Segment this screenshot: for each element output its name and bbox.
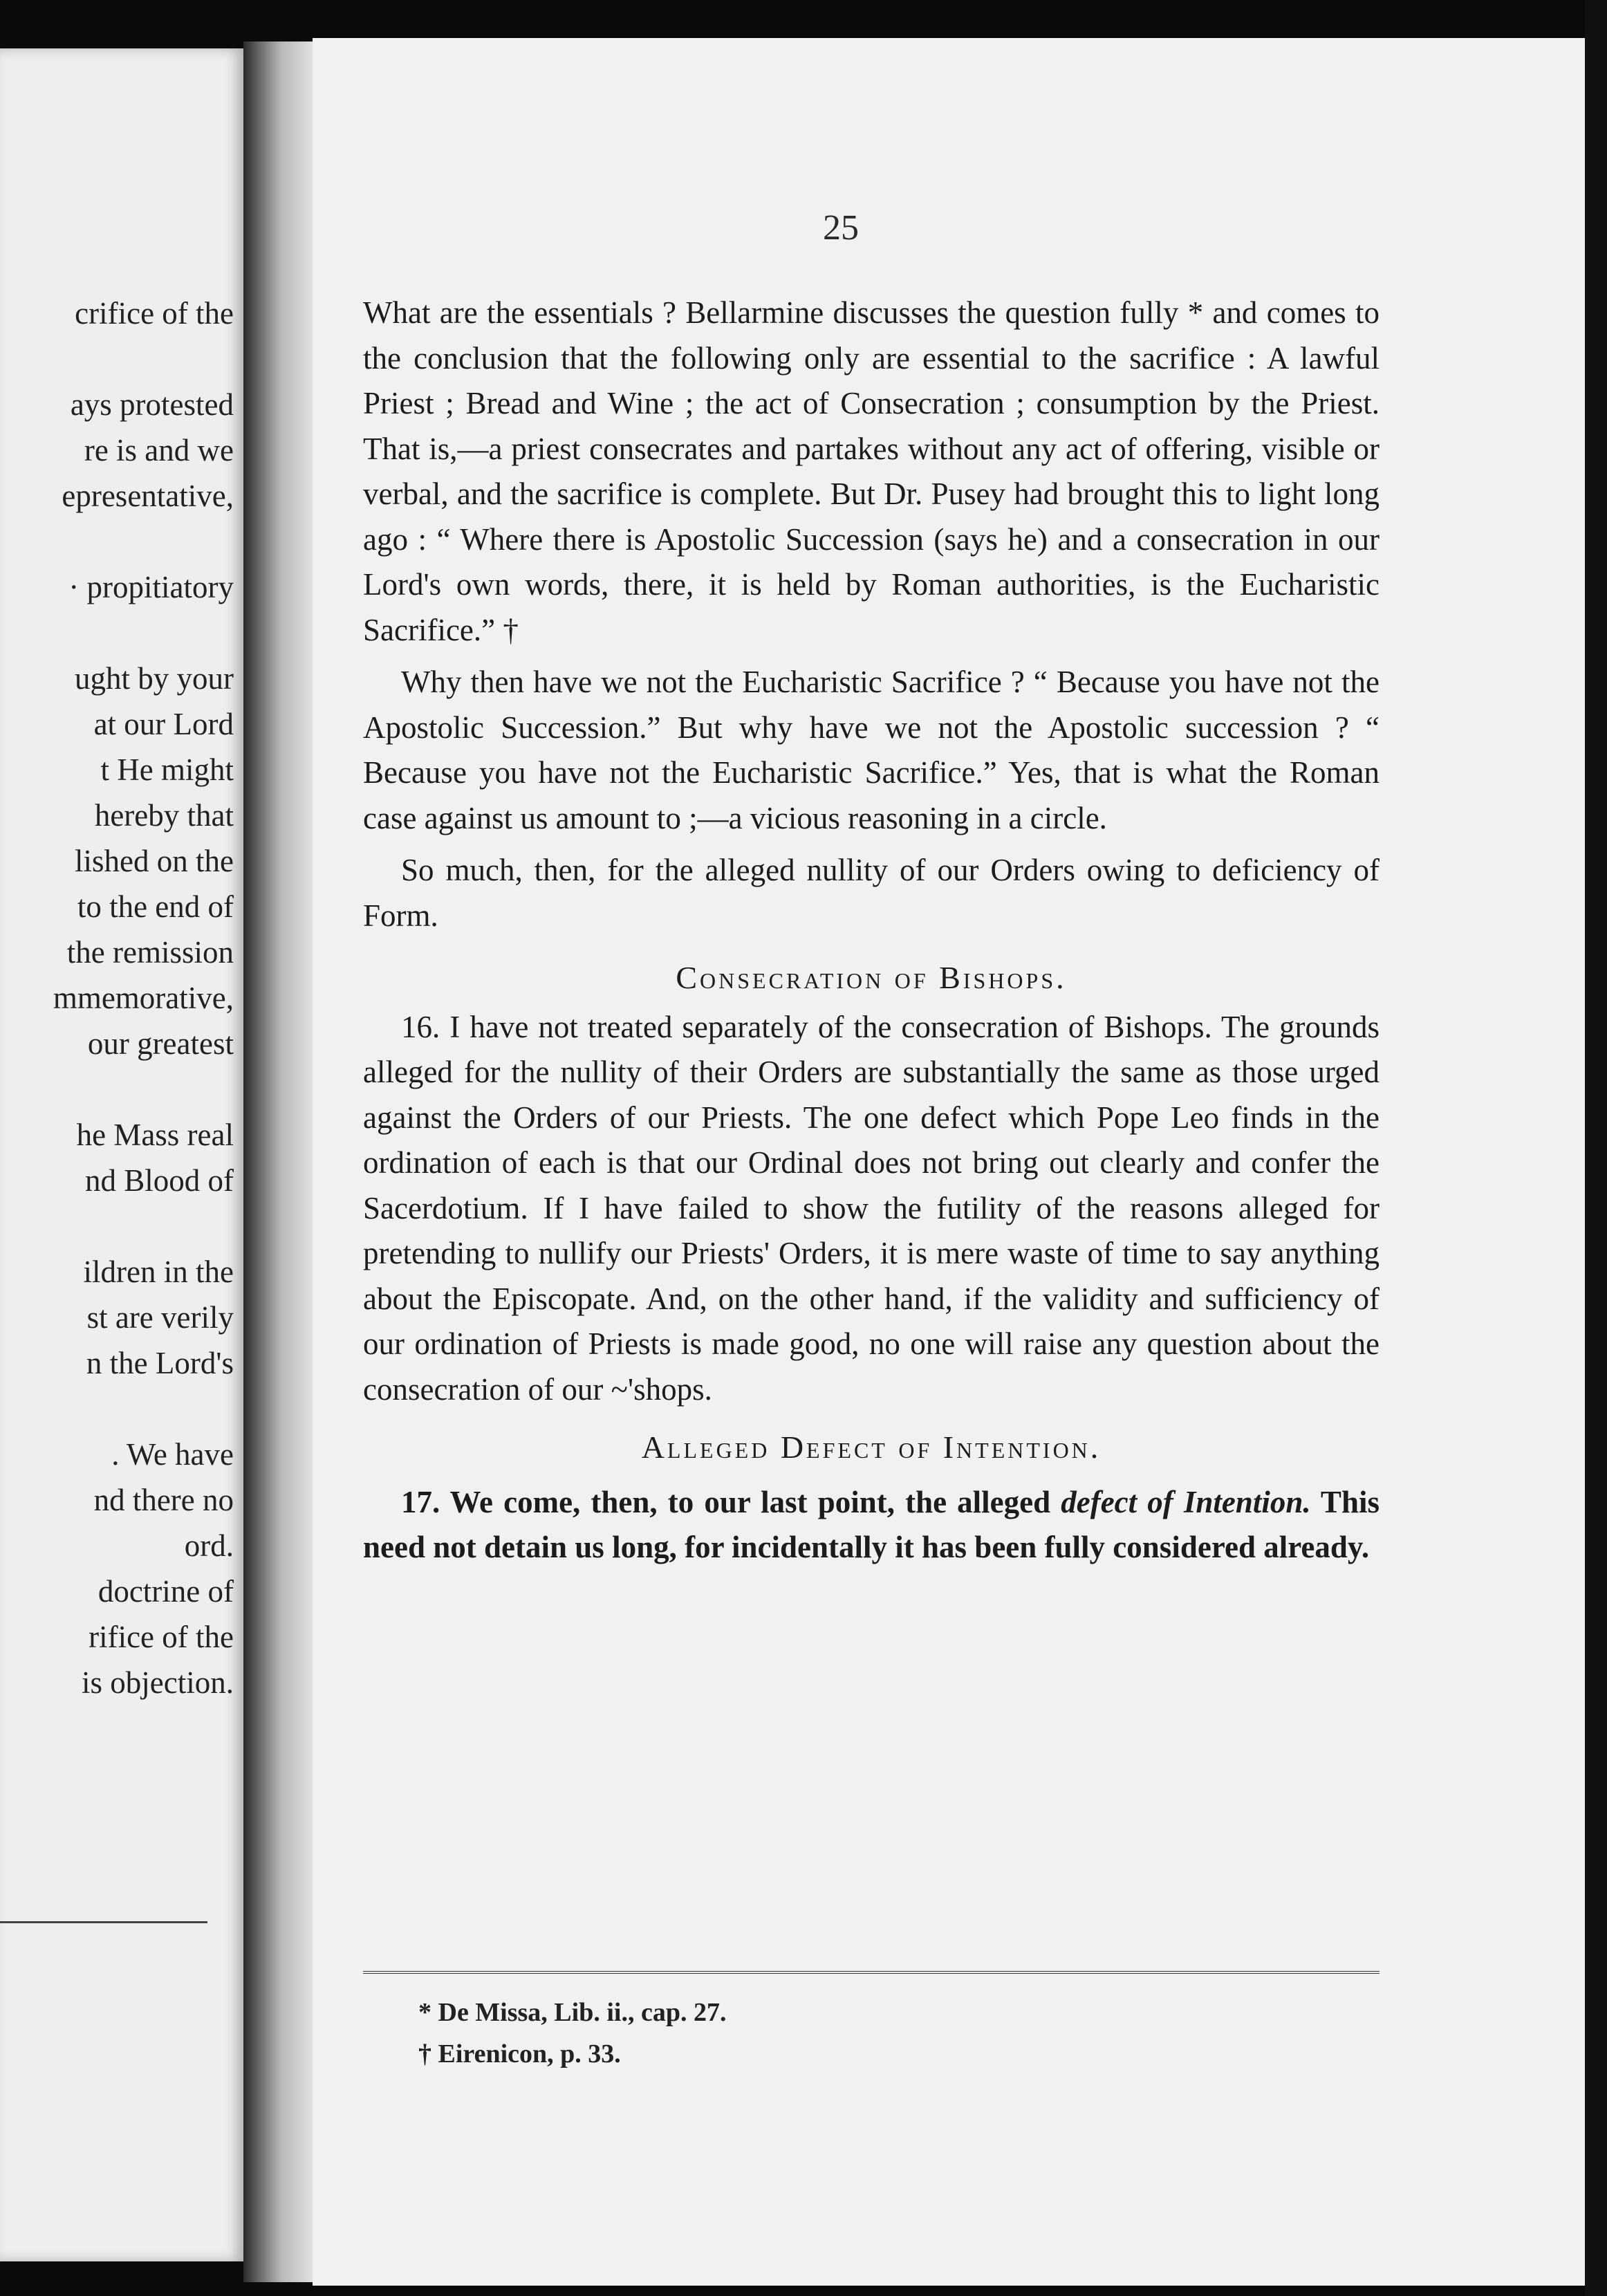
- left-page-line: he Mass real: [76, 1118, 234, 1152]
- left-page-line: ught by your: [75, 661, 234, 696]
- left-page-line: crifice of the: [75, 296, 234, 331]
- left-page-line: ays protested: [70, 387, 234, 422]
- paragraph-17-italic: defect of Intention.: [1061, 1484, 1311, 1519]
- heading-consecration-of-bishops: Consecration of Bishops.: [676, 960, 1067, 995]
- left-page-line: nd there no: [93, 1483, 234, 1517]
- footnote-rule: [363, 1971, 1380, 1974]
- left-page-line: . We have: [111, 1437, 234, 1472]
- left-page-line: is objection.: [82, 1665, 234, 1700]
- paragraph-deficiency-of-form: So much, then, for the alleged nullity of our Orders owing to deficiency of Form.: [363, 853, 1380, 933]
- left-page-line: doctrine of: [97, 1574, 234, 1609]
- left-page-line: · propitiatory: [68, 570, 234, 604]
- footnote-de-missa: * De Missa, Lib. ii., cap. 27.: [418, 1998, 727, 2027]
- page-body: [363, 290, 1380, 1571]
- left-page-line: mmemorative,: [53, 981, 234, 1015]
- paragraph-16: 16. I have not treated separately of the consecration of Bishops. The grounds alleged for the nullity of their Orders are substantially the same as those urged against the Orders of our Priests. The one defect which Pope Leo finds in the ordination of each is that our Ordinal does not bring out clearly and confer the Sacerdotium. If I have failed to show the futility of the reasons alleged for pretending to nullify our Priests' Orders, it is mere waste of time to say anything about the Episcopate. And, on the other hand, if the validity and sufficiency of our ordination of Priests is made good, no one will raise any question about the consecration of our ~'shops.: [363, 1009, 1380, 1407]
- left-page-line: [53, 1203, 234, 1249]
- footnotes: [363, 1992, 1380, 2075]
- left-page-line: [53, 336, 234, 382]
- footnote-eirenicon: † Eirenicon, p. 33.: [418, 2039, 621, 2068]
- left-page-line: [53, 519, 234, 564]
- left-page-text: [53, 290, 234, 1705]
- left-page-line: rifice of the: [89, 1620, 234, 1654]
- left-page-line: to the end of: [77, 889, 234, 924]
- paragraph-17: [363, 1480, 1380, 1571]
- page-number: 25: [823, 208, 859, 248]
- left-page-line: lished on the: [75, 844, 234, 878]
- left-page-line: t He might: [100, 752, 234, 787]
- book-gutter: [243, 41, 313, 2282]
- left-page-line: [53, 1386, 234, 1432]
- paragraph-17-rest: This need not detain us long, for incidentally it has been fully considered already.: [363, 1484, 1380, 1564]
- left-page-line: epresentative,: [62, 479, 234, 513]
- left-page-line: ildren in the: [83, 1255, 234, 1289]
- left-page-line: [53, 1066, 234, 1112]
- paragraph-essentials: What are the essentials ? Bellarmine discusses the question fully * and comes to the conclusion that the following only are essential to the sacrifice : A lawful Priest ; Bread and Wine ; the act of Consecration ; consumption by the Priest. That is,—a priest consecrates and partakes without any act of offering, visible or verbal, and the sacrifice is complete. But Dr. Pusey had brought this to light long ago : “ Where there is Apostolic Succession (says he) and a consecration in our Lord's own words, there, it is held by Roman authorities, is the Eucharistic Sacrifice.” †: [363, 295, 1380, 647]
- left-page-footnote-rule: [0, 1921, 207, 1923]
- left-page-line: nd Blood of: [84, 1163, 234, 1198]
- left-page-line: at our Lord: [93, 707, 234, 741]
- left-page-line: hereby that: [94, 798, 234, 833]
- paragraph-circular-reasoning: Why then have we not the Eucharistic Sacrifice ? “ Because you have not the Apostolic Succession.” But why have we not the Apostolic succession ? “ Because you have not the Eucharistic Sacrifice.” Yes, that is what the Roman case against us amount to ;—a vicious reasoning in a circle.: [363, 665, 1380, 835]
- heading-defect-of-intention: Alleged Defect of Intention.: [641, 1429, 1102, 1465]
- paragraph-17-lead: 17. We come, then, to our last point, the alleged: [401, 1484, 1061, 1519]
- left-page-line: n the Lord's: [86, 1346, 234, 1380]
- left-page-line: st are verily: [86, 1300, 234, 1335]
- left-page-line: re is and we: [84, 433, 234, 467]
- left-page-line: the remission: [66, 935, 234, 970]
- right-scan-edge: [1585, 0, 1607, 2296]
- left-page-line: our greatest: [87, 1026, 234, 1061]
- left-page-line: ord.: [184, 1528, 234, 1563]
- left-page-line: [53, 610, 234, 656]
